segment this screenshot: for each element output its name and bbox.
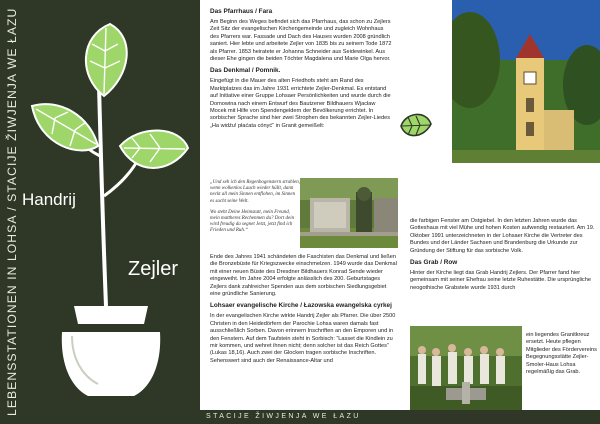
kirche-text-continued (410, 218, 596, 255)
footer-credit: Förderverein Begegnungsstätte Zejler-Smoler-Haus Lohsa e.V. (410, 414, 561, 420)
section-title-denkmal: Das Denkmal / Pomnik. (210, 67, 281, 75)
lower-text (210, 254, 398, 369)
grave-caption: ein liegendes Granitkreuz ersetzt. Heute pflegen Mitglieder des Fördervereins Begegnungsstätte Zejler- Smoler-Haus Lohsa regelmäßig das Grab. (526, 332, 597, 376)
quote-stanza-2: Wo steht Deine Heimstatt, mein Freund, mein mattheres Rechenmen du? Dort dein wird freudig da segnet Jetzt, jetzt find ich Frieden und Ruh.“ (210, 209, 295, 234)
section-title-kirche: Lohsaer evangelische Kirche / Łazowska ewangelska cyrkej (210, 302, 392, 310)
section-text-grab: Hinter der Kirche liegt das Grab Handrij Zejlers. Der Pfarrer fand hier gemeinsam mit seiner Ehefrau seine letzte Ruhestätte. Die ursprüngliche neogothische Grabstele wurde 1931 durch (410, 270, 591, 291)
kirche-continued-1: die farbigen Fenster am Ostgiebel. In den letzten Jahren wurde das Gotteshaus mit viel Mühe und hohen Kosten aufwendig restauriert. (410, 218, 577, 232)
section-title-pfarrhaus: Das Pfarrhaus / Fara (210, 8, 273, 15)
name-first: Handrij (22, 190, 76, 209)
left-panel (0, 0, 200, 424)
leaf-icon (398, 108, 434, 144)
section-text-denkmal: Eingefügt in die Mauer des alten Friedhofs steht am Rand des Marktplatzes das im Jahre 1931 errichtete Zejler-Denkmal. Es entstand auf Initiative einer Gruppe Lohsaer Persönlichkeiten und wurde durch die Domowina nach einem Entwurf des Bautzener Bildhauers Wjacław Mocek mit Hilfe von Spendengeldern der Bevölkerung errichtet. In sorbischer Sprache sind hier zwei Strophen des bekannten Zejler-Liedes „Ha widźu! płaćata cónyć“ in Granit gemeißelt: (210, 78, 391, 129)
section-title-grab: Das Grab / Row (410, 259, 458, 267)
name-last: Zejler (128, 258, 179, 280)
section-text-kirche: In der evangelischen Kirche wirkte Handrij Zejler als Pfarrer. Die über 2500 Christen in den Heidedörfern der Parochie Lohsa waren damals fast ausschließlich Sorben. Davon erinnern Inschriften an den Emporen und in den Fenstern. Auf dem Taufstein steht in Sorbisch: “Lasset die Kindlein zu mir kommen, und wehret ihnen nicht; denn solcher ist das Reich Gottes” (Lukas 18,16). Auch zwei der Glocken tragen sorbische Inschriften. Sehenswert sind auch der Renaissance-Altar und (210, 313, 396, 364)
memorial-photo (300, 178, 398, 248)
section-text-denkmal-history: Ende des Jahres 1941 schändeten die Faschisten das Denkmal und ließen die Bronzebüste für Kriegszwecke einschmelzen. 1949 wurde das Denkmal mit einer neuen Büste des Dresdner Bildhauers Konrad Sende wieder eingeweiht. Im Jahre 2004 erfolgte anlässlich des 200. Geburtstages Zejlers dank zahlreicher Spenden aus dem sorbischen Siedlungsgebiet eine gründliche Sanierung. (210, 254, 397, 298)
grave-photo (410, 326, 522, 412)
kirche-continued-2: Am 19. Oktober 1991 unterzeichneten in der Lohsaer Kirche die Vertreter des Bundes und der Länder Sachsen und Brandenburg die Urkunde zur Gründung der Stiftung für das sorbische Volk. (410, 225, 595, 254)
pot-icon (62, 306, 160, 396)
section-text-pfarrhaus: Am Beginn des Weges befindet sich das Pfarrhaus, das schon zu Zejlers Zeit Sitz der evangelischen Kirchengemeinde und zugleich Wohnhaus des Pfarrers war. Fassade und Dach des Hauses wurden 2008 gründlich saniert. Hier lebte und arbeitete Zejler von 1835 bis zu seinem Tode 1872 als Pfarrer. 1853 heiratete er Johanna Schneider aus Seidewinkel. Aus dieser Ehe gingen die beiden Töchter Magdalena und Marie Olga hervor. (210, 19, 392, 63)
vertical-title: LEBENSSTATIONEN IN LOHSA / STACIJE ŽIWJENJA WE ŁAZU (5, 7, 19, 416)
bottom-bar-label: STACIJE ŽIWJENJA WE ŁAZU (206, 413, 361, 420)
quote-block (210, 180, 300, 240)
right-column (410, 218, 596, 296)
church-photo (452, 0, 600, 163)
quote-stanza-1: „Und seh ich den Regenbogenstern strahlen, wenn wolkenlos Lauch wieder hüllt, dann neckt all mein Sinnen entflohen, im Sinnen es sucht seine Welt. (210, 180, 300, 204)
